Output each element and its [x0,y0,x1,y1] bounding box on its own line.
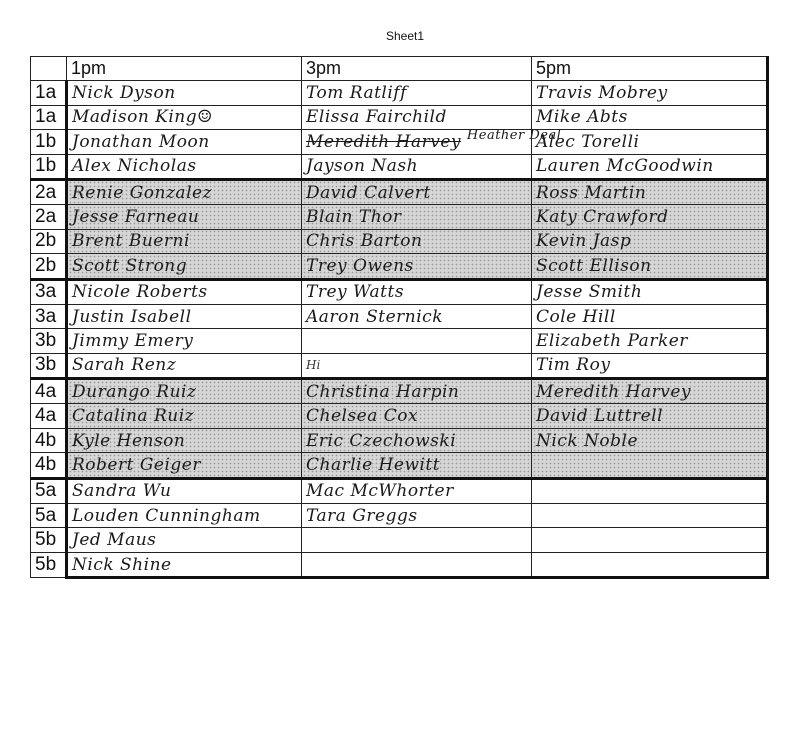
name-cell-1pm: Madison King☺ [67,105,302,129]
corner-cell [31,57,67,81]
name-cell-5pm [532,528,768,552]
row-label: 1a [31,105,67,129]
time-slot-1pm: 1pm [67,57,302,81]
row-label: 2b [31,254,67,279]
name-cell-5pm: Kevin Jasp [532,229,768,253]
name-cell-3pm: Mac McWhorter [302,478,532,503]
name-cell-1pm: Catalina Ruiz [67,404,302,428]
row-label: 4a [31,404,67,428]
table-row [31,528,768,552]
name-cell-1pm: Brent Buerni [67,229,302,253]
name-cell-3pm: Hi [302,353,532,378]
row-label: 4b [31,453,67,478]
name-cell-5pm: Tim Roy [532,353,768,378]
name-cell-5pm [532,552,768,577]
name-cell-1pm: Jesse Farneau [67,205,302,229]
name-cell-3pm: Chris Barton [302,229,532,253]
name-cell-3pm: Tom Ratliff [302,81,532,105]
name-cell-3pm: Elissa Fairchild [302,105,532,129]
table-row [31,504,768,528]
name-cell-1pm: Sandra Wu [67,478,302,503]
name-cell-5pm: Cole Hill [532,304,768,328]
time-slot-5pm: 5pm [532,57,768,81]
header-row [31,57,768,81]
table-row [31,379,768,404]
name-cell-3pm: David Calvert [302,179,532,204]
name-cell-3pm: Aaron Sternick [302,304,532,328]
name-cell-5pm [532,453,768,478]
name-cell-5pm: Elizabeth Parker [532,329,768,353]
name-cell-3pm: Trey Watts [302,279,532,304]
name-cell-5pm [532,504,768,528]
name-cell-3pm [302,552,532,577]
table-row [31,179,768,204]
name-cell-3pm [302,127,562,154]
name-cell-1pm: Robert Geiger [67,453,302,478]
name-cell-1pm: Louden Cunningham [67,504,302,528]
table-row [31,205,768,229]
table-row [31,279,768,304]
name-cell-1pm: Renie Gonzalez [67,179,302,204]
row-label: 5a [31,478,67,503]
row-label: 1a [31,81,67,105]
row-label: 5a [31,504,67,528]
table-row [31,329,768,353]
name-cell-1pm: Alex Nicholas [67,154,302,179]
name-cell-3pm [302,329,532,353]
name-cell-3pm: Jayson Nash [302,154,532,179]
table-row [31,130,768,154]
table-row [31,81,768,105]
table-row [31,105,768,129]
crossed-out-name: Meredith Harvey [306,131,462,152]
name-cell-5pm: Jesse Smith [532,279,768,304]
name-cell-5pm: Alec Torelli [532,130,768,154]
row-label: 4a [31,379,67,404]
name-cell-3pm [302,528,532,552]
name-cell-5pm: Travis Mobrey [532,81,768,105]
row-label: 2a [31,205,67,229]
table-row [31,453,768,478]
row-label: 5b [31,552,67,577]
sheet-title: Sheet1 [385,29,425,43]
name-cell-5pm: Lauren McGoodwin [532,154,768,179]
name-cell-5pm: Katy Crawford [532,205,768,229]
table-row [31,478,768,503]
name-cell-1pm: Justin Isabell [67,304,302,328]
time-slot-3pm: 3pm [302,57,532,81]
row-label: 1b [31,130,67,154]
row-label: 3a [31,304,67,328]
table-row [31,404,768,428]
name-cell-5pm: Scott Ellison [532,254,768,279]
written-over-name: Heather Deal [466,127,562,143]
table-row [31,154,768,179]
table-row [31,304,768,328]
table-row [31,552,768,577]
name-cell-1pm: Kyle Henson [67,428,302,452]
name-cell-1pm: Jed Maus [67,528,302,552]
table-row [31,254,768,279]
row-label: 3b [31,329,67,353]
name-cell-3pm: Christina Harpin [302,379,532,404]
name-cell-5pm: Nick Noble [532,428,768,452]
schedule-table [30,56,769,579]
name-cell-5pm [532,478,768,503]
name-cell-1pm: Nicole Roberts [67,279,302,304]
row-label: 2a [31,179,67,204]
name-cell-3pm: Eric Czechowski [302,428,532,452]
name-cell-3pm: Tara Greggs [302,504,532,528]
name-cell-1pm: Nick Shine [67,552,302,577]
name-cell-1pm: Sarah Renz [67,353,302,378]
name-cell-1pm: Jimmy Emery [67,329,302,353]
name-cell-1pm: Durango Ruiz [67,379,302,404]
table-row [31,229,768,253]
name-cell-5pm: Ross Martin [532,179,768,204]
row-label: 4b [31,428,67,452]
table-row [31,353,768,378]
name-cell-1pm: Jonathan Moon [67,130,302,154]
row-label: 5b [31,528,67,552]
name-cell-1pm: Nick Dyson [67,81,302,105]
table-row [31,428,768,452]
row-label: 3a [31,279,67,304]
name-cell-5pm: Mike Abts [532,105,768,129]
row-label: 3b [31,353,67,378]
name-cell-5pm: David Luttrell [532,404,768,428]
name-cell-1pm: Scott Strong [67,254,302,279]
name-cell-5pm: Meredith Harvey [532,379,768,404]
row-label: 1b [31,154,67,179]
name-cell-3pm: Blain Thor [302,205,532,229]
name-cell-3pm: Trey Owens [302,254,532,279]
name-cell-3pm: Chelsea Cox [302,404,532,428]
row-label: 2b [31,229,67,253]
name-cell-3pm: Charlie Hewitt [302,453,532,478]
